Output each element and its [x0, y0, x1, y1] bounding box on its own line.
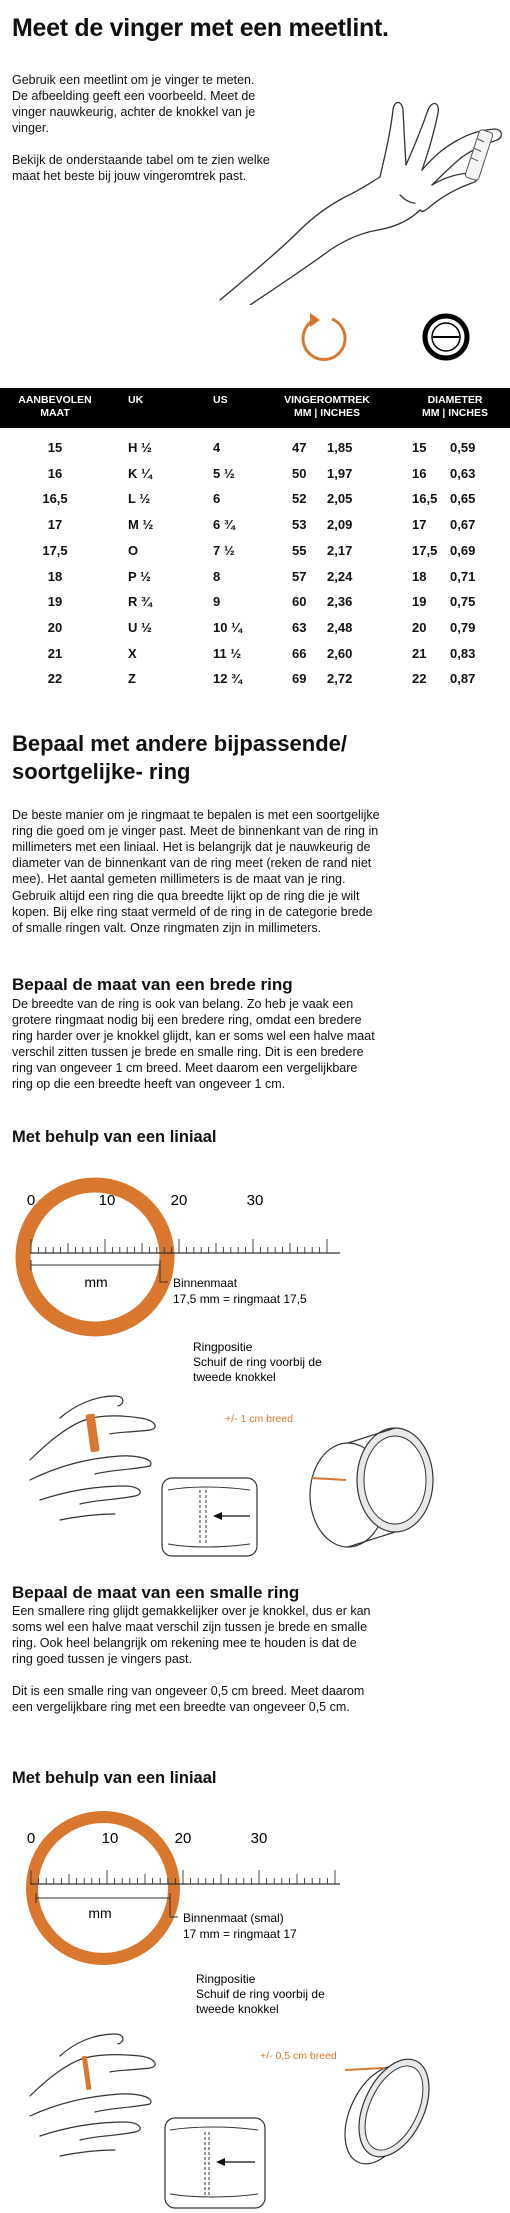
section-title-brede-ring: Bepaal de maat van een brede ring [12, 975, 293, 994]
ruler-tick-0: 0 [26, 1192, 36, 1209]
table-cell-diam-in: 0,65 [450, 491, 476, 507]
text-line: ring. Ook heel belangrijk om rekening mee te houden is dat de [12, 1636, 357, 1650]
table-cell-diam-in: 0,63 [450, 465, 476, 481]
text-line: ring van ongeveer 1 cm breed. Meet daarom een vergelijkbare [12, 1061, 358, 1075]
ruler-tick-30: 30 [246, 1192, 264, 1209]
table-cell-us: 11 ½ [213, 645, 242, 661]
table-cell-maat: 17,5 [42, 542, 68, 558]
table-cell-diam-mm: 16,5 [412, 491, 438, 507]
text-line: millimeters met een liniaal. Het is belangrijk dat je nauwkeurig de [12, 840, 371, 855]
table-cell-omtrek-mm: 50 [292, 465, 307, 481]
table-cell-us: 12 ¾ [213, 671, 242, 687]
table-cell-uk: O [128, 542, 139, 558]
intro-line: vinger nauwkeurig, achter de knokkel van je [12, 105, 256, 119]
table-cell-us: 5 ½ [213, 465, 235, 481]
table-cell-omtrek-mm: 55 [292, 542, 307, 558]
intro-line: Bekijk de onderstaande tabel om te zien welke [12, 153, 270, 167]
section-title-bijpassende-ring: Bepaal met andere bijpassende/ soortgelijke- ring [12, 731, 348, 784]
table-cell-diam-mm: 17 [412, 517, 427, 533]
header-us: US [213, 394, 228, 406]
text-line: ring die goed om je vinger past. Meet de binnenkant van de ring in [12, 824, 379, 839]
table-cell-maat: 16,5 [42, 491, 68, 507]
table-cell-maat: 18 [47, 568, 63, 584]
table-cell-omtrek-in: 2,72 [327, 671, 353, 687]
table-cell-diam-mm: 21 [412, 645, 427, 661]
table-cell-maat: 15 [47, 440, 63, 455]
table-cell-diam-mm: 22 [412, 671, 427, 687]
table-cell-uk: Z [128, 671, 136, 687]
table-cell-omtrek-in: 2,60 [327, 645, 353, 661]
ringpositie-text: tweede knokkel [196, 2002, 279, 2016]
ruler-diagram-smal [0, 1800, 510, 2213]
text-line: of smalle ringen valt. Onze ringmaten zijn in millimeters. [12, 920, 322, 935]
table-cell-maat: 16 [47, 465, 63, 481]
intro-line: vinger. [12, 121, 49, 135]
ring-on-finger [82, 2056, 92, 2090]
text-line: ring harder over je knokkel glijdt, kan er soms wel een halve maat [12, 1029, 375, 1043]
table-row [0, 487, 510, 513]
table-cell-uk: M ½ [128, 517, 154, 533]
header-uk: UK [128, 394, 144, 406]
zoom-detail-box [165, 2118, 265, 2208]
text-line: ring op die een breedte heeft van ongeveer 1 cm. [12, 1077, 286, 1091]
table-cell-omtrek-in: 2,05 [327, 491, 353, 507]
table-cell-diam-in: 0,87 [450, 671, 476, 687]
ringpositie-text: Schuif de ring voorbij de [193, 1355, 322, 1369]
subtitle-liniaal-breed: Met behulp van een liniaal [12, 1128, 217, 1146]
table-cell-us: 8 [213, 568, 221, 584]
table-cell-maat: 21 [47, 645, 63, 661]
table-row [0, 642, 510, 668]
table-cell-omtrek-mm: 57 [292, 568, 307, 584]
table-cell-maat: 19 [47, 594, 63, 610]
table-row [0, 590, 510, 616]
table-row [0, 539, 510, 565]
table-row [0, 616, 510, 642]
table-cell-omtrek-mm: 47 [292, 440, 307, 455]
table-cell-omtrek-in: 2,24 [327, 568, 353, 584]
table-cell-omtrek-mm: 53 [292, 517, 307, 533]
table-cell-uk: L ½ [128, 491, 151, 507]
text-line: grotere ringmaat nodig bij een bredere ring, omdat een bredere [12, 1013, 362, 1027]
text-line: soms wel een halve maat verschil zijn tussen je brede en smalle [12, 1620, 368, 1634]
text-line: Gebruik altijd een ring die qua breedte lijkt op de ring die je wilt [12, 888, 360, 903]
text-line: diameter van de binnenkant van de ring meet (reken de rand niet [12, 856, 372, 871]
ring-on-finger [86, 1413, 100, 1452]
table-cell-omtrek-mm: 63 [292, 619, 307, 635]
table-cell-uk: H ½ [128, 440, 152, 455]
ruler-tick-0: 0 [26, 1830, 36, 1847]
header-aanbevolen: AANBEVOLEN MAAT [18, 394, 92, 419]
table-cell-diam-in: 0,69 [450, 542, 476, 558]
table-cell-diam-mm: 19 [412, 594, 427, 610]
table-row [0, 565, 510, 591]
table-cell-maat: 17 [47, 517, 63, 533]
table-cell-omtrek-mm: 66 [292, 645, 307, 661]
intro-line: De afbeelding geeft een voorbeeld. Meet de [12, 89, 256, 103]
intro-line: maat het beste bij jouw vingeromtrek past. [12, 169, 247, 183]
table-cell-diam-mm: 17,5 [412, 542, 438, 558]
diameter-ring-icon [421, 312, 471, 362]
subtitle-liniaal-smal: Met behulp van een liniaal [12, 1769, 217, 1787]
wide-ring-shape [23, 1185, 167, 1329]
binnenmaat-value: 17,5 mm = ringmaat 17,5 [173, 1292, 307, 1306]
table-cell-omtrek-in: 2,09 [327, 517, 353, 533]
table-cell-omtrek-mm: 69 [292, 671, 307, 687]
size-table-header [0, 388, 510, 428]
ring-width-label: +/- 1 cm breed [225, 1413, 293, 1425]
table-cell-omtrek-in: 1,97 [327, 465, 353, 481]
zoom-detail-box [162, 1478, 257, 1556]
table-cell-omtrek-in: 2,36 [327, 594, 353, 610]
table-cell-uk: U ½ [128, 619, 152, 635]
table-row [0, 667, 510, 693]
text-line: mee). Het aantal gemeten millimeters is de maat van je ring. [12, 872, 346, 887]
table-row [0, 462, 510, 488]
text-line: verschil zitten tussen je brede en smalle ring. Dit is een bredere [12, 1045, 364, 1059]
table-cell-omtrek-in: 2,48 [327, 619, 353, 635]
ring-width-label: +/- 0,5 cm breed [260, 2050, 337, 2062]
table-cell-us: 9 [213, 594, 221, 610]
ruler-tick-10: 10 [98, 1192, 116, 1209]
ruler-tick-30: 30 [250, 1830, 268, 1847]
binnenmaat-label: Binnenmaat [173, 1276, 238, 1290]
binnenmaat-label: Binnenmaat (smal) [183, 1911, 284, 1925]
binnenmaat-value: 17 mm = ringmaat 17 [183, 1927, 297, 1941]
text-line: Dit is een smalle ring van ongeveer 0,5 cm breed. Meet daarom [12, 1684, 365, 1698]
text-line: een vergelijkbare ring met een breedte van ongeveer 0,5 cm. [12, 1700, 350, 1714]
ringpositie-text: tweede knokkel [193, 1370, 276, 1384]
rotate-arrow-icon [298, 310, 350, 362]
table-cell-diam-mm: 16 [412, 465, 427, 481]
hand-measuring-tape-illustration [210, 55, 510, 305]
table-cell-uk: R ¾ [128, 594, 152, 610]
text-line: De breedte van de ring is ook van belang. Zo heb je vaak een [12, 997, 354, 1011]
table-cell-maat: 22 [47, 671, 63, 687]
table-cell-diam-mm: 15 [412, 440, 427, 455]
table-cell-us: 6 [213, 491, 221, 507]
text-line: ring goed tussen je vingers past. [12, 1652, 192, 1666]
table-cell-diam-in: 0,75 [450, 594, 476, 610]
table-cell-uk: P ½ [128, 568, 151, 584]
table-row [0, 513, 510, 539]
text-line: De beste manier om je ringmaat te bepalen is met een soortgelijke [12, 808, 380, 822]
table-cell-diam-in: 0,83 [450, 645, 476, 661]
table-cell-diam-in: 0,67 [450, 517, 476, 533]
table-cell-us: 10 ¼ [213, 619, 242, 635]
table-cell-diam-mm: 18 [412, 568, 427, 584]
ruler-unit: mm [84, 1274, 108, 1290]
section-title-smalle-ring: Bepaal de maat van een smalle ring [12, 1583, 300, 1602]
table-cell-omtrek-in: 1,85 [327, 440, 353, 455]
ruler-unit: mm [88, 1905, 112, 1921]
text-line: kopen. Bij elke ring staat vermeld of de ring in de categorie brede [12, 904, 373, 919]
table-cell-us: 4 [213, 440, 221, 455]
table-cell-diam-in: 0,71 [450, 568, 476, 584]
table-row [0, 436, 510, 462]
header-omtrek: VINGEROMTREK MM | INCHES [284, 394, 370, 419]
table-cell-diam-in: 0,59 [450, 440, 476, 455]
table-cell-uk: X [128, 645, 137, 661]
table-cell-us: 7 ½ [213, 542, 235, 558]
table-cell-uk: K ¼ [128, 465, 152, 481]
ringpositie-text: Schuif de ring voorbij de [196, 1987, 325, 2001]
intro-line: Gebruik een meetlint om je vinger te meten. [12, 73, 255, 87]
table-cell-omtrek-mm: 52 [292, 491, 307, 507]
table-cell-maat: 20 [47, 619, 63, 635]
table-cell-diam-in: 0,79 [450, 619, 476, 635]
ruler-tick-20: 20 [170, 1192, 188, 1209]
table-cell-omtrek-mm: 60 [292, 594, 307, 610]
page-title: Meet de vinger met een meetlint. [12, 14, 389, 42]
table-cell-us: 6 ¾ [213, 517, 235, 533]
hand-with-ring-illustration [30, 2034, 155, 2156]
text-line: Een smallere ring glijdt gemakkelijker over je knokkel, dus er kan [12, 1604, 371, 1618]
header-diameter: DIAMETER MM | INCHES [422, 394, 488, 419]
table-cell-diam-mm: 20 [412, 619, 427, 635]
ringpositie-label: Ringpositie [193, 1340, 253, 1354]
ruler-tick-10: 10 [101, 1830, 119, 1847]
ruler-tick-20: 20 [174, 1830, 192, 1847]
table-cell-omtrek-in: 2,17 [327, 542, 353, 558]
ringpositie-label: Ringpositie [196, 1972, 256, 1986]
ruler-diagram-breed [0, 1160, 510, 1580]
